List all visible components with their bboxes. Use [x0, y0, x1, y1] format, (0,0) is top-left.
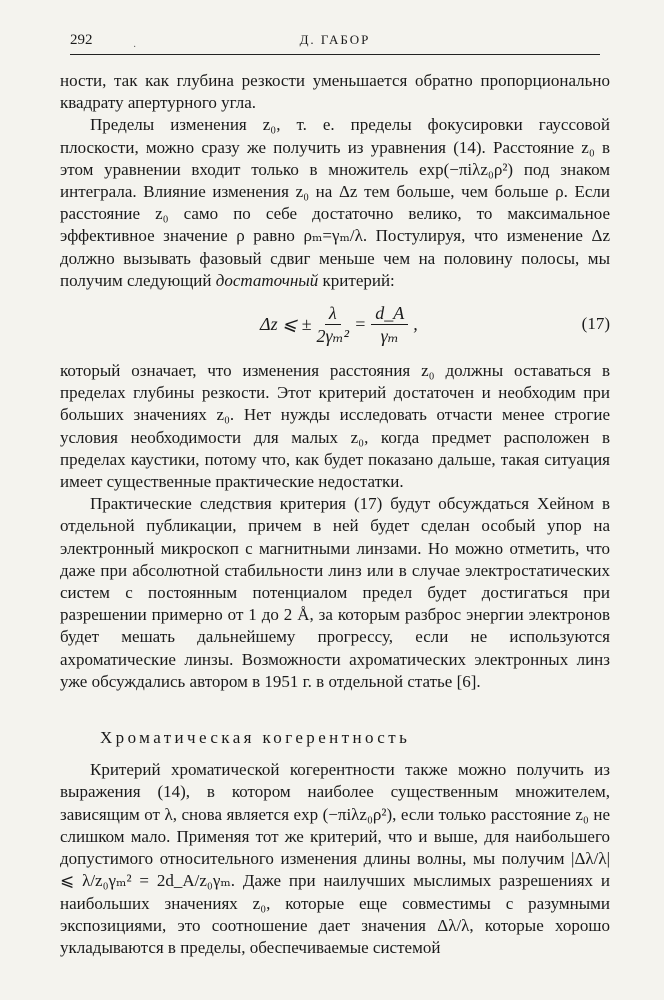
- equation-17: [60, 292, 610, 360]
- fraction-2-denominator: γₘ: [380, 326, 399, 347]
- fraction-1-numerator: λ: [325, 302, 341, 325]
- page-number: 292: [70, 32, 93, 48]
- paragraph-2-end: критерий:: [322, 270, 395, 290]
- section-heading: Хроматическая когерентность: [100, 728, 411, 748]
- fraction-2-numerator: d_A: [371, 302, 408, 325]
- equation-trail: ,: [413, 314, 418, 335]
- paragraph-2-italic: достаточный: [215, 270, 319, 290]
- paragraph-5: Критерий хроматической когерентности также можно получить из выражения (14), в котором наиболее существенным множителем, зависящим от λ, снова является exp (−πiλz₀ρ²), если только расстояние z₀ не слишком мало. Применяя тот же критерий, что и выше, для наибольшего допустимого относительного изменения длины волны, мы получим |Δλ/λ| ⩽ λ/z₀γₘ² = 2d_A/z₀γₘ. Даже при наилучших мыслимых разрешениях и наибольших значениях z₀, которые еще совместимы с разумными экспозициями, это соотношение дает значения Δλ/λ, которые хорошо укладываются в пределы, обеспечиваемые системой: [60, 760, 610, 957]
- paragraph-4: Практические следствия критерия (17) будут обсуждаться Хейном в отдельной публикации, причем в ней будет сделан особый упор на электронный микроскоп с магнитными линзами. Но можно отметить, что даже при абсолютной стабильности линз или в случае электростатических систем с постоянным потенциалом предел будет достигаться при разрешении примерно от 1 до 2 Å, за которым разброс энергии электронов будет мешать дальнейшему прогрессу, если не используются ахроматические линзы. Возможности ахроматических электронных линз уже обсуждались автором в 1951 г. в отдельной статье [6].: [60, 494, 610, 691]
- body-text: [60, 70, 610, 959]
- paragraph-2-text: Пределы изменения z₀, т. е. пределы фокусировки гауссовой плоскости, можно сразу же получить из уравнения (14). Расстояние z₀ в этом уравнении входит только в множитель exp(−πiλz₀ρ²) под знаком интеграла. Влияние изменения z₀ на Δz тем больше, чем больше ρ. Если расстояние z₀ само по себе достаточно велико, то максимальное эффективное значение ρ равно ρₘ=γₘ/λ. Постулируя, что изменение Δz должно вызывать фазовый сдвиг меньше чем на половину полосы, мы получим следующий: [60, 115, 610, 290]
- paragraph-2: [60, 114, 610, 292]
- page-header: [70, 30, 600, 55]
- fraction-1: [317, 302, 350, 347]
- paragraph-3: который означает, что изменения расстояния z₀ должны оставаться в пределах глубины резкости. Этот критерий достаточен и необходим при больших значениях z₀. Нет нужды исследовать отчасти менее строгие условия необходимости для малых z₀, когда предмет расположен в пределах каустики, потому что, как будет показано дальше, такая ситуация имеет существенные практические недостатки.: [60, 361, 610, 492]
- fraction-2: [371, 302, 408, 347]
- equation-lhs: Δz ⩽ ±: [260, 314, 312, 335]
- running-head: Д. ГАБОР: [299, 32, 371, 47]
- paragraph-1: ности, так как глубина резкости уменьшается обратно пропорционально квадрату апертурного угла.: [60, 71, 610, 113]
- fraction-1-denominator: 2γₘ²: [316, 326, 350, 347]
- equation-body: [260, 302, 418, 347]
- equation-number: (17): [581, 314, 610, 334]
- equation-equals: =: [354, 314, 367, 335]
- print-speck: ·: [133, 42, 137, 53]
